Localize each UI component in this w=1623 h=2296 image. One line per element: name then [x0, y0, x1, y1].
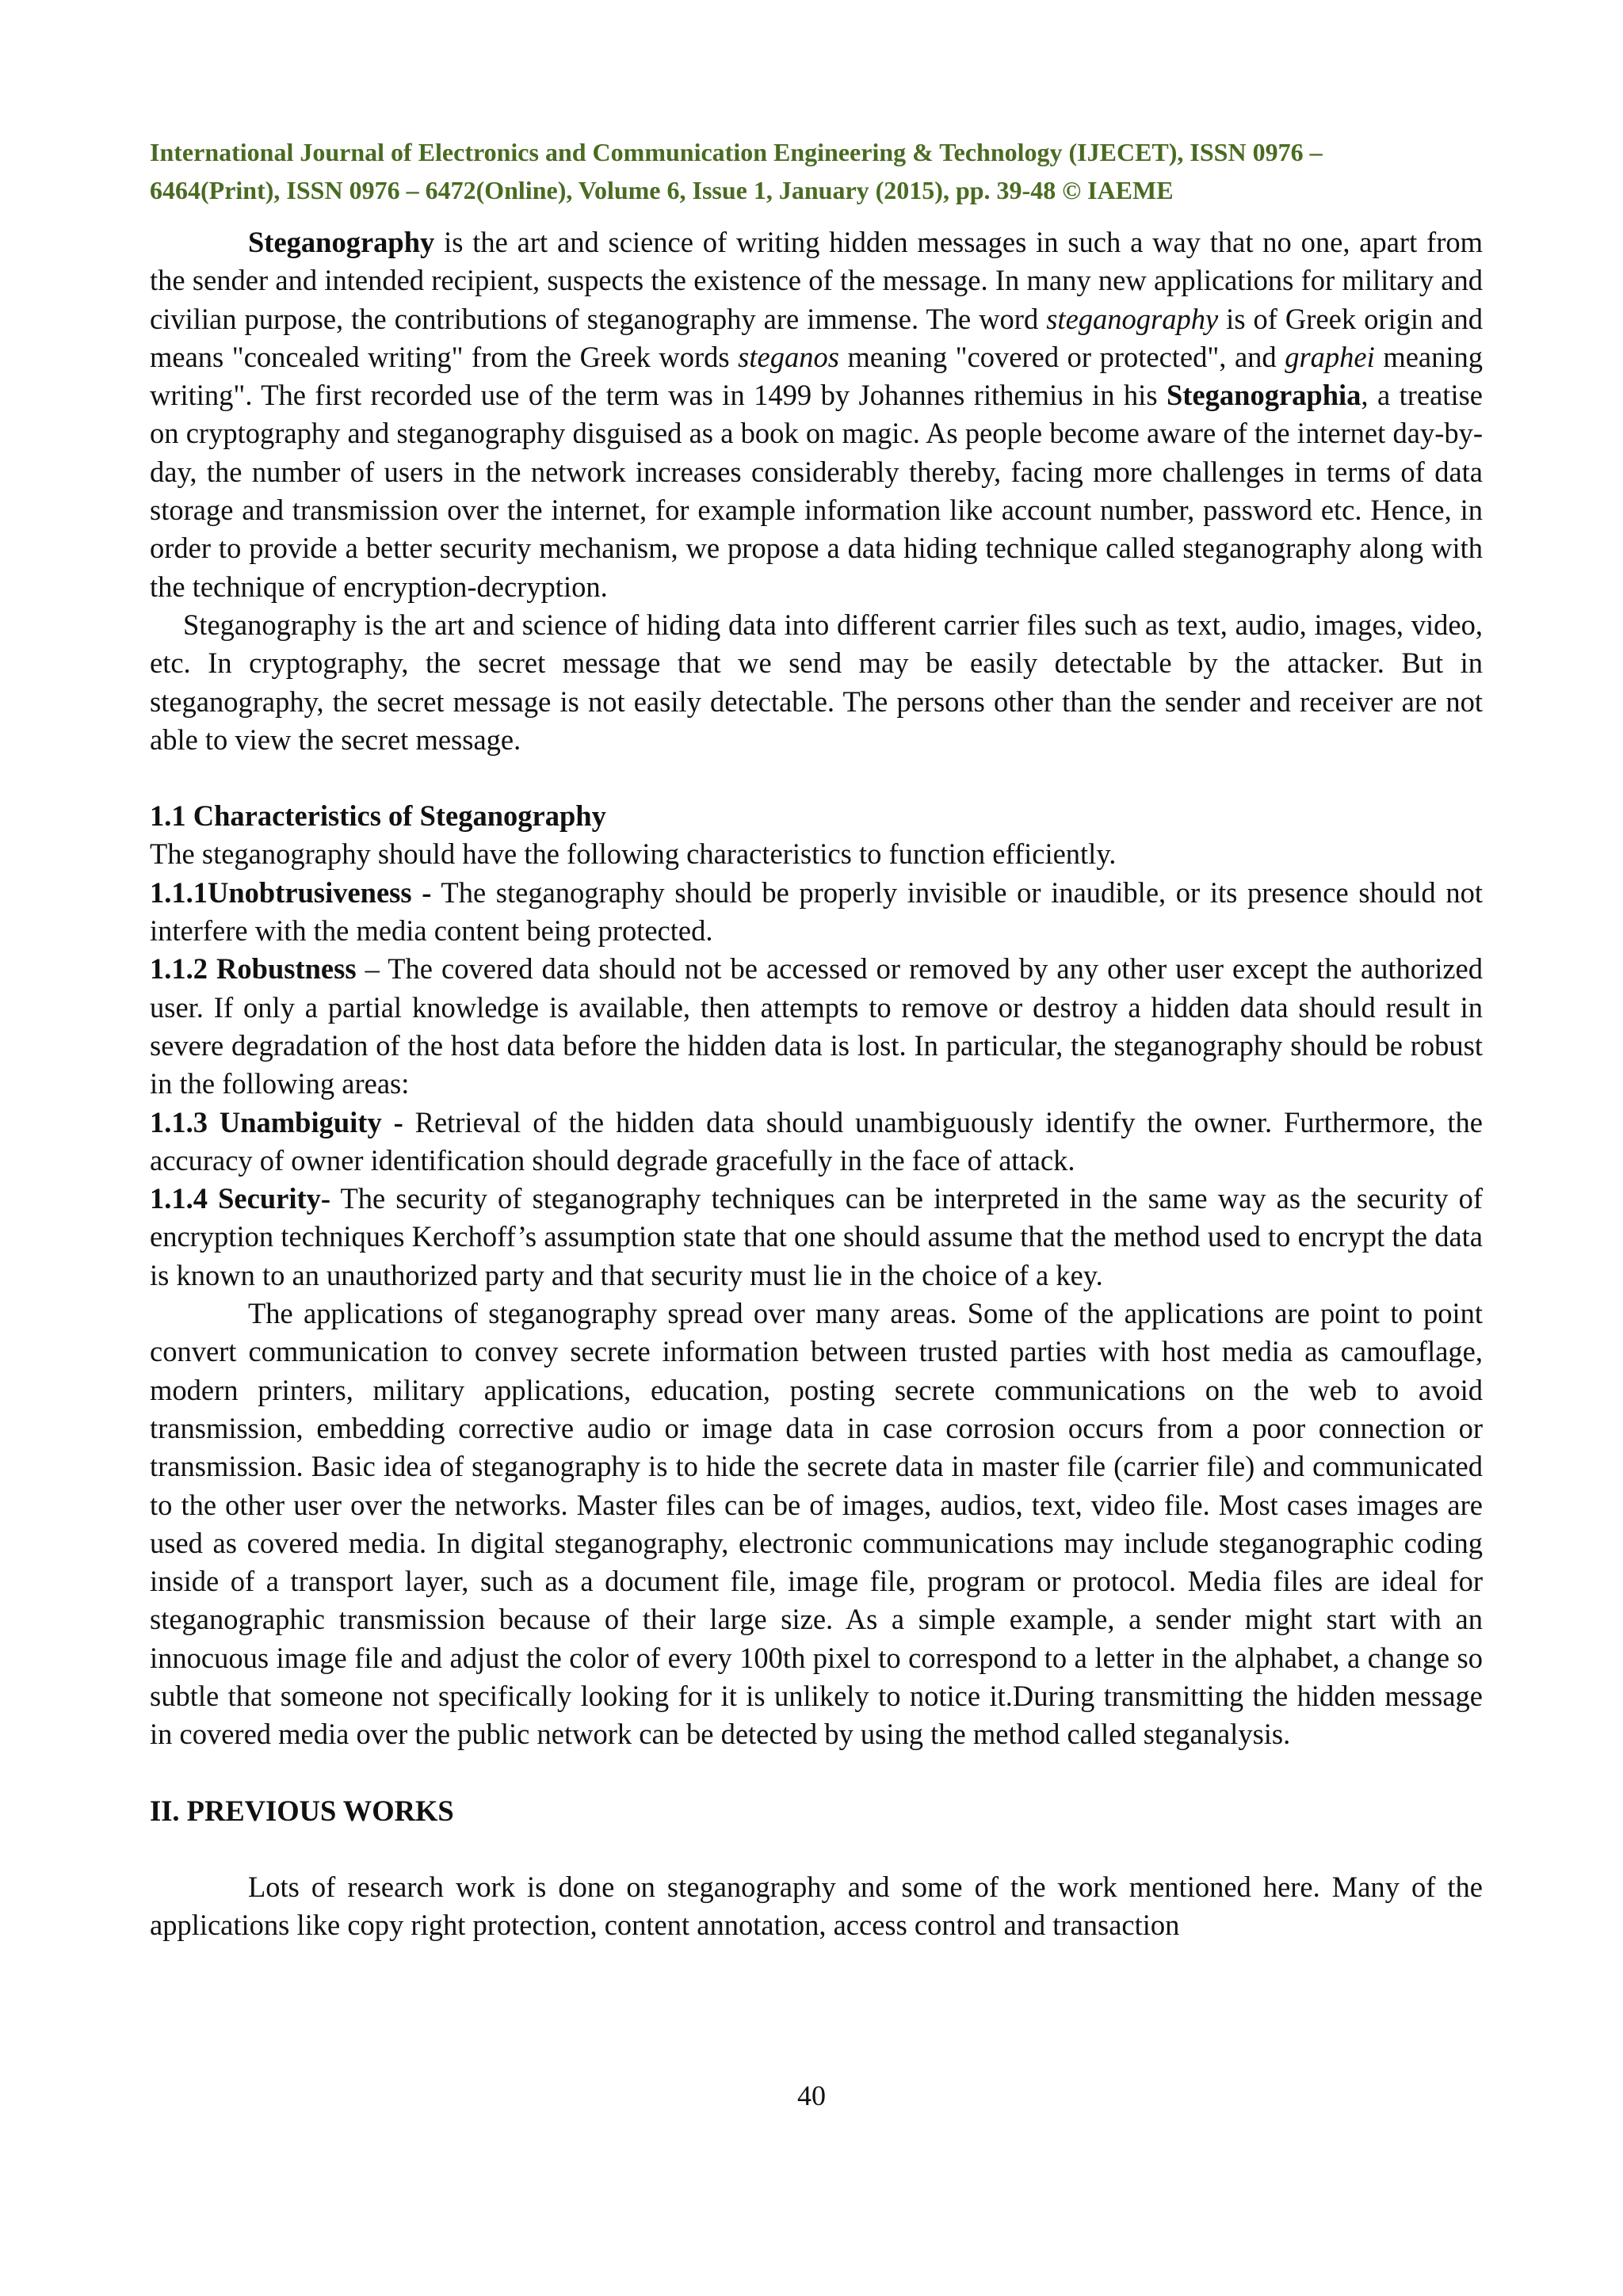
characteristic-term: 1.1.2 Robustness	[150, 952, 357, 986]
intro-p1-text-b: is of Greek origin and means "concealed writing" from the Greek words	[150, 302, 1483, 373]
intro-paragraph-2: Steganography is the art and science of hiding data into different carrier files such as text, audio, images, video, etc. In cryptography, the secret message that we send may be easily detectable by the attacker. But in steganography, the secret message is not easily detectable. The persons other than the sender and receiver are not able to view the secret message.	[150, 608, 1483, 756]
journal-header	[150, 133, 1483, 209]
characteristic-term: 1.1.1Unobtrusiveness -	[150, 875, 432, 909]
section-2-heading: II. PREVIOUS WORKS	[150, 1794, 454, 1827]
journal-header-line-2: 6464(Print), ISSN 0976 – 6472(Online), Volume 6, Issue 1, January (2015), pp. 39-48 © IAEME	[150, 176, 1174, 204]
spacer	[150, 759, 1483, 797]
term-word-steganography: steganography	[1046, 302, 1219, 335]
term-graphei: graphei	[1285, 340, 1375, 373]
intro-p1-text-c: meaning "covered or protected", and	[838, 340, 1285, 373]
page-number: 40	[797, 2080, 826, 2111]
previous-works-paragraph: Lots of research work is done on steganography and some of the work mentioned here. Many of the applications like copy right protection, content annotation, access control and transaction	[150, 1870, 1483, 1942]
intro-paragraph-1	[150, 223, 1483, 606]
applications-paragraph: The applications of steganography spread over many areas. Some of the applications are point to point convert communication to convey secrete information between trusted parties with host media as camouflage, modern printers, military applications, education, posting secrete communications on the web to avoid transmission, embedding corrective audio or image data in case corrosion occurs from a poor connection or transmission. Basic idea of steganography is to hide the secrete data in master file (carrier file) and communicated to the other user over the networks. Master files can be of images, audios, text, video file. Most cases images are used as covered media. In digital steganography, electronic communications may include steganographic coding inside of a transport layer, such as a document file, image file, program or protocol. Media files are ideal for steganographic transmission because of their large size. As a simple example, a sender might start with an innocuous image file and adjust the color of every 100th pixel to correspond to a letter in the alphabet, a change so subtle that someone not specifically looking for it is unlikely to notice it.During transmitting the hidden message in covered media over the public network can be detected by using the method called steganalysis.	[150, 1297, 1483, 1751]
section-1-1-heading: 1.1 Characteristics of Steganography	[150, 799, 606, 833]
intro-p1-text-d: meaning writing". The first recorded use of the term was in 1499 by Johannes rithemius in his	[150, 340, 1483, 412]
characteristic-text: The security of steganography techniques can be interpreted in the same way as the security of encryption techniques Kerchoff’s assumption state that one should assume that the method used to encrypt the data is known to an unauthorized party and that security must lie in the choice of a key.	[150, 1182, 1483, 1291]
spacer	[150, 1754, 1483, 1792]
journal-header-line-1: International Journal of Electronics and Communication Engineering & Technology (IJECET), ISSN 0976 –	[150, 138, 1323, 166]
characteristic-robustness	[150, 950, 1483, 1103]
term-steganographia: Steganographia	[1166, 379, 1361, 412]
term-steganography: Steganography	[248, 226, 435, 258]
characteristic-text: The steganography should be properly invisible or inaudible, or its presence should not interfere with the media content being protected.	[150, 875, 1483, 948]
section-1-1-intro: The steganography should have the following characteristics to function efficiently.	[150, 837, 1117, 871]
characteristic-security	[150, 1180, 1483, 1295]
intro-p1-text-e: , a treatise on cryptography and steganography disguised as a book on magic. As people become aware of the internet day-by-day, the number of users in the network increases considerably thereby, facing more challenges in terms of data storage and transmission over the internet, for example information like account number, password etc. Hence, in order to provide a better security mechanism, we propose a data hiding technique called steganography along with the technique of encryption-decryption.	[150, 379, 1483, 603]
characteristic-unobtrusiveness	[150, 874, 1483, 951]
characteristic-unambiguity	[150, 1104, 1483, 1180]
term-steganos: steganos	[738, 340, 839, 373]
spacer	[150, 1830, 1483, 1868]
characteristic-term: 1.1.3 Unambiguity -	[150, 1105, 403, 1138]
intro-p1-text-a: is the art and science of writing hidden messages in such a way that no one, apart from the sender and intended recipient, suspects the existence of the message. In many new applications for military and civilian purpose, the contributions of steganography are immense. The word	[150, 226, 1483, 335]
characteristic-term: 1.1.4 Security-	[150, 1182, 331, 1215]
characteristic-text: – The covered data should not be accessed or removed by any other user except the authorized user. If only a partial knowledge is available, then attempts to remove or destroy a hidden data should result in severe degradation of the host data before the hidden data is lost. In particular, the steganography should be robust in the following areas:	[150, 952, 1483, 1100]
page-body	[150, 223, 1483, 1944]
characteristic-text: Retrieval of the hidden data should unambiguously identify the owner. Furthermore, the accuracy of owner identification should degrade gracefully in the face of attack.	[150, 1105, 1483, 1177]
